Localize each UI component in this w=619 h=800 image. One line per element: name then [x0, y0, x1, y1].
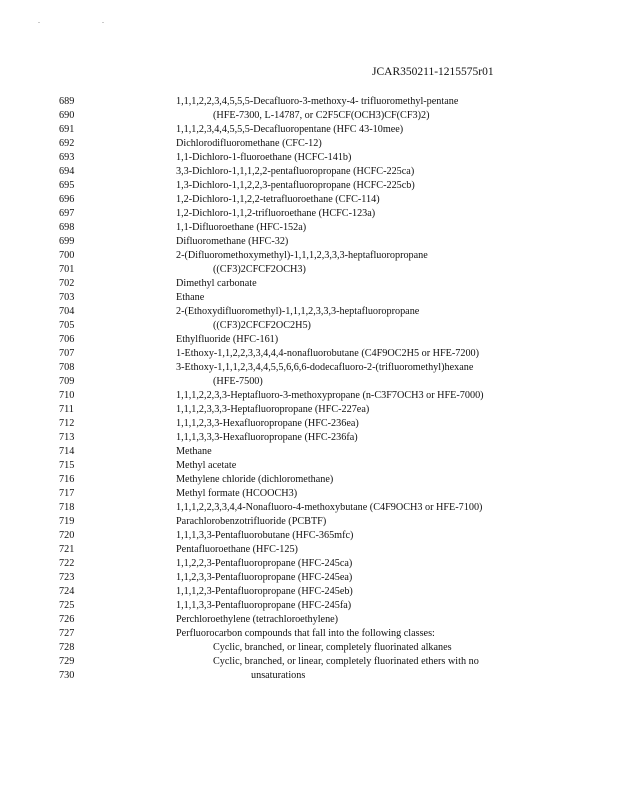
line-number: 696	[59, 194, 75, 205]
line-text: Perchloroethylene (tetrachloroethylene)	[176, 614, 339, 625]
text-line	[0, 529, 619, 543]
text-line	[0, 291, 619, 305]
line-number: 693	[59, 152, 75, 163]
text-line	[0, 543, 619, 557]
text-line	[0, 557, 619, 571]
line-number: 724	[59, 586, 75, 597]
line-text: 1,1,1,2,3,3,3-Heptafluoropropane (HFC-227ea)	[176, 404, 370, 415]
line-text: 1,1,1,2,2,3,3,4,4-Nonafluoro-4-methoxybutane (C4F9OCH3 or HFE-7100)	[176, 502, 483, 513]
text-line	[0, 109, 619, 123]
line-text: 1,1,1,3,3-Pentafluoropropane (HFC-245fa)	[176, 600, 352, 611]
text-line	[0, 123, 619, 137]
line-text: 1,1,1,2,2,3,4,5,5,5-Decafluoro-3-methoxy-4- trifluoromethyl-pentane	[176, 96, 459, 107]
line-text: 1,1,1,3,3-Pentafluorobutane (HFC-365mfc)	[176, 530, 354, 541]
line-text: Perfluorocarbon compounds that fall into the following classes:	[176, 628, 435, 639]
text-line	[0, 151, 619, 165]
line-number: 694	[59, 166, 75, 177]
text-line	[0, 207, 619, 221]
line-text: 1-Ethoxy-1,1,2,2,3,3,4,4,4-nonafluorobutane (C4F9OC2H5 or HFE-7200)	[176, 348, 480, 359]
line-number: 726	[59, 614, 75, 625]
line-text: 1,1,2,2,3-Pentafluoropropane (HFC-245ca)	[176, 558, 353, 569]
text-line	[0, 333, 619, 347]
text-line	[0, 515, 619, 529]
line-text: 3,3-Dichloro-1,1,1,2,2-pentafluoropropane (HCFC-225ca)	[176, 166, 415, 177]
line-text: 1,2-Dichloro-1,1,2,2-tetrafluoroethane (CFC-114)	[176, 194, 380, 205]
line-number: 711	[59, 404, 74, 415]
text-line	[0, 193, 619, 207]
line-text: Ethane	[176, 292, 205, 303]
line-number: 706	[59, 334, 75, 345]
line-number: 722	[59, 558, 75, 569]
text-line	[0, 319, 619, 333]
document-id: JCAR350211-1215575r01	[372, 66, 494, 78]
text-line	[0, 361, 619, 375]
text-line	[0, 431, 619, 445]
line-text: 1,1,1,2,2,3,3-Heptafluoro-3-methoxypropane (n-C3F7OCH3 or HFE-7000)	[176, 390, 484, 401]
text-line	[0, 403, 619, 417]
line-text: 1,1,1,2,3,4,4,5,5,5-Decafluoropentane (HFC 43-10mee)	[176, 124, 404, 135]
line-number: 703	[59, 292, 75, 303]
line-text: Cyclic, branched, or linear, completely fluorinated ethers with no	[213, 656, 479, 667]
line-text: (HFE-7300, L-14787, or C2F5CF(OCH3)CF(CF3)2)	[213, 110, 430, 121]
text-line	[0, 613, 619, 627]
line-text: 2-(Difluoromethoxymethyl)-1,1,1,2,3,3,3-heptafluoropropane	[176, 250, 428, 261]
line-number: 707	[59, 348, 75, 359]
line-text: Pentafluoroethane (HFC-125)	[176, 544, 298, 555]
text-line	[0, 235, 619, 249]
line-text: Dichlorodifluoromethane (CFC-12)	[176, 138, 322, 149]
line-text: 1,2-Dichloro-1,1,2-trifluoroethane (HCFC-123a)	[176, 208, 376, 219]
line-text: (HFE-7500)	[213, 376, 263, 387]
text-line	[0, 669, 619, 683]
line-number: 723	[59, 572, 75, 583]
line-text: 1,1,1,3,3,3-Hexafluoropropane (HFC-236fa)	[176, 432, 358, 443]
text-line	[0, 165, 619, 179]
line-number: 725	[59, 600, 75, 611]
line-text: Methyl formate (HCOOCH3)	[176, 488, 298, 499]
text-line	[0, 179, 619, 193]
line-number: 708	[59, 362, 75, 373]
line-number: 712	[59, 418, 75, 429]
text-line	[0, 389, 619, 403]
text-line	[0, 347, 619, 361]
line-number: 717	[59, 488, 75, 499]
line-number: 692	[59, 138, 75, 149]
text-line	[0, 627, 619, 641]
line-number: 690	[59, 110, 75, 121]
line-text: 1,1,1,2,3-Pentafluoropropane (HFC-245eb)	[176, 586, 353, 597]
line-number: 716	[59, 474, 75, 485]
text-line	[0, 655, 619, 669]
line-text: 1,1,2,3,3-Pentafluoropropane (HFC-245ea)	[176, 572, 353, 583]
line-number: 729	[59, 656, 75, 667]
line-number: 699	[59, 236, 75, 247]
text-line	[0, 305, 619, 319]
line-text: 1,3-Dichloro-1,1,2,2,3-pentafluoropropane (HCFC-225cb)	[176, 180, 415, 191]
text-line	[0, 137, 619, 151]
line-text: unsaturations	[251, 670, 306, 681]
line-text: Dimethyl carbonate	[176, 278, 257, 289]
line-text: Methane	[176, 446, 212, 457]
line-number: 727	[59, 628, 75, 639]
text-line	[0, 459, 619, 473]
line-text: 1,1-Dichloro-1-fluoroethane (HCFC-141b)	[176, 152, 352, 163]
line-text: Methyl acetate	[176, 460, 237, 471]
line-number: 709	[59, 376, 75, 387]
line-number: 689	[59, 96, 75, 107]
line-number: 718	[59, 502, 75, 513]
text-line	[0, 263, 619, 277]
line-text: Methylene chloride (dichloromethane)	[176, 474, 334, 485]
line-number: 698	[59, 222, 75, 233]
text-line	[0, 417, 619, 431]
line-number: 720	[59, 530, 75, 541]
line-text: 1,1,1,2,3,3-Hexafluoropropane (HFC-236ea)	[176, 418, 359, 429]
line-number: 713	[59, 432, 75, 443]
line-number: 701	[59, 264, 75, 275]
line-number: 710	[59, 390, 75, 401]
text-line	[0, 221, 619, 235]
line-number: 705	[59, 320, 75, 331]
line-number: 702	[59, 278, 75, 289]
line-text: ((CF3)2CFCF2OCH3)	[213, 264, 306, 275]
line-text: Ethylfluoride (HFC-161)	[176, 334, 279, 345]
line-number: 730	[59, 670, 75, 681]
line-number: 719	[59, 516, 75, 527]
line-text: Difluoromethane (HFC-32)	[176, 236, 289, 247]
text-line	[0, 487, 619, 501]
line-number: 691	[59, 124, 75, 135]
text-line	[0, 375, 619, 389]
text-line	[0, 641, 619, 655]
line-text: Cyclic, branched, or linear, completely fluorinated alkanes	[213, 642, 452, 653]
line-text: ((CF3)2CFCF2OC2H5)	[213, 320, 311, 331]
line-number: 715	[59, 460, 75, 471]
text-line	[0, 277, 619, 291]
text-line	[0, 501, 619, 515]
line-text: Parachlorobenzotrifluoride (PCBTF)	[176, 516, 327, 527]
line-number: 721	[59, 544, 75, 555]
text-line	[0, 445, 619, 459]
text-line	[0, 249, 619, 263]
text-line	[0, 599, 619, 613]
line-number: 700	[59, 250, 75, 261]
line-text: 3-Ethoxy-1,1,1,2,3,4,4,5,5,6,6,6-dodecafluoro-2-(trifluoromethyl)hexane	[176, 362, 474, 373]
numbered-line-list	[0, 95, 619, 683]
line-text: 1,1-Difluoroethane (HFC-152a)	[176, 222, 307, 233]
text-line	[0, 473, 619, 487]
text-line	[0, 585, 619, 599]
line-number: 704	[59, 306, 75, 317]
line-number: 714	[59, 446, 75, 457]
text-line	[0, 95, 619, 109]
corner-marks: . .	[38, 16, 134, 25]
line-text: 2-(Ethoxydifluoromethyl)-1,1,1,2,3,3,3-heptafluoropropane	[176, 306, 420, 317]
line-number: 695	[59, 180, 75, 191]
text-line	[0, 571, 619, 585]
line-number: 697	[59, 208, 75, 219]
line-number: 728	[59, 642, 75, 653]
